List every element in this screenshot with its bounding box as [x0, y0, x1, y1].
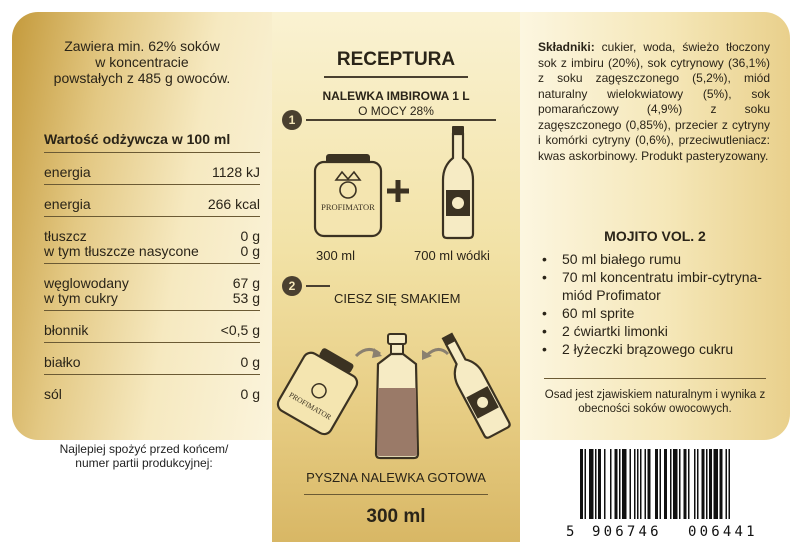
barcode-bar: [630, 449, 632, 519]
note-divider: [544, 378, 766, 379]
tilted-vodka-bottle-icon: [435, 329, 511, 439]
tilted-concentrate-bottle-icon: [275, 341, 365, 437]
nutrient-value: <0,5 g: [220, 322, 260, 338]
nutrition-divider: [44, 310, 260, 311]
nutrient-value: 266 kcal: [207, 196, 260, 212]
nutrient-value: 0 g: [240, 243, 260, 259]
enjoy-text: CIESZ SIĘ SMAKIEM: [334, 291, 461, 306]
juice-content-line: powstałych z 485 g owoców.: [53, 70, 231, 86]
nutrition-divider: [44, 184, 260, 185]
brand-logo-text: PROFIMATOR: [321, 202, 375, 212]
concentrate-amount: 300 ml: [316, 248, 356, 263]
barcode-bar: [660, 449, 662, 519]
list-item: • 2 ćwiartki limonki: [542, 322, 782, 340]
barcode-bar: [720, 449, 723, 519]
nutrient-label: w tym cukry: [44, 290, 118, 306]
sediment-note: Osad jest zjawiskiem naturalnym i wynika z obecności soków owocowych.: [544, 389, 766, 415]
nutrition-divider: [44, 216, 260, 217]
plus-icon: [385, 178, 411, 204]
juice-content-note: [12, 38, 272, 86]
best-before-note: [16, 442, 272, 470]
barcode-bar: [714, 449, 719, 519]
vodka-amount: 700 ml wódki: [414, 248, 490, 263]
nutrient-label: węglowodany: [44, 275, 129, 291]
barcode-bar: [664, 449, 667, 519]
ingredients-panel: [520, 12, 790, 440]
barcode-bar: [697, 449, 699, 519]
barcode-bar: [670, 449, 672, 519]
barcode-bar: [580, 449, 583, 519]
barcode-bar: [615, 449, 618, 519]
recipe-panel: [272, 12, 520, 542]
barcode-bar: [648, 449, 651, 519]
barcode-bar: [684, 449, 687, 519]
juice-content-line: Zawiera min. 62% soków: [64, 38, 220, 54]
nutrient-value: 0 g: [240, 228, 260, 244]
nutrient-label: energia: [44, 196, 91, 212]
nutrition-divider: [44, 263, 260, 264]
product-name: NALEWKA IMBIROWA 1 L: [322, 89, 470, 103]
barcode-bar: [729, 449, 731, 519]
barcode-bar: [619, 449, 621, 519]
step-2-badge: 2: [282, 276, 302, 296]
barcode-bar: [589, 449, 594, 519]
nutrition-panel: [12, 12, 272, 440]
vodka-bottle-icon: [440, 124, 476, 240]
nutrition-divider: [44, 374, 260, 375]
nutrient-value: 1128 kJ: [212, 164, 260, 180]
ingredients-list: cukier, woda, świeżo tłoczony sok z imbiru (20%), sok cytrynowy (36,1%) z soku zagęszczonego (5,2%), miód naturalny wielokwiatowy (5%), sok pomarańczowy (4,9%) z soku zagęszczonego (0,85%), przecier z cytryny i komórki cytryny (0,6%), przeciwutleniacz: kwas askorbinowy. Produkt pasteryzowany.: [538, 40, 770, 163]
barcode-bar: [640, 449, 642, 519]
nutrient-label: sól: [44, 386, 62, 402]
step-1-badge: 1: [282, 110, 302, 130]
barcode-bar: [655, 449, 658, 519]
barcode-bar: [595, 449, 597, 519]
barcode-bar: [604, 449, 606, 519]
barcode-bar: [585, 449, 587, 519]
barcode-bar: [726, 449, 728, 519]
nutrient-label: energia: [44, 164, 91, 180]
nutrient-label: tłuszcz: [44, 228, 87, 244]
ingredients-text: [538, 40, 770, 164]
best-before-line: numer partii produkcyjnej:: [75, 456, 213, 470]
barcode-bar: [610, 449, 612, 519]
mojito-list: [542, 250, 782, 358]
nutrient-value: 53 g: [232, 290, 260, 306]
barcode-bar: [598, 449, 601, 519]
barcode-first-digit: 5: [566, 524, 575, 540]
barcode-bar: [622, 449, 627, 519]
nutrient-value: 0 g: [240, 386, 260, 402]
list-item: • 70 ml koncentratu imbir-cytryna-miód Profimator: [542, 268, 782, 304]
decanter-icon: [376, 334, 418, 458]
list-item: • 60 ml sprite: [542, 304, 782, 322]
barcode-bar: [709, 449, 712, 519]
best-before-line: Najlepiej spożyć przed końcem/: [59, 442, 229, 456]
nutrition-divider: [44, 152, 260, 153]
product-volume: 300 ml: [366, 506, 426, 527]
concentrate-bottle-icon: [312, 152, 384, 238]
barcode-left-digits: 906746: [592, 524, 662, 540]
barcode-bar: [637, 449, 639, 519]
nutrient-label: błonnik: [44, 322, 89, 338]
barcode-bar: [679, 449, 681, 519]
ready-text: PYSZNA NALEWKA GOTOWA: [306, 470, 486, 485]
barcode-bar: [694, 449, 696, 519]
nutrition-divider: [44, 342, 260, 343]
juice-content-line: w koncentracie: [95, 54, 189, 70]
nutrient-label: białko: [44, 354, 81, 370]
mojito-title: MOJITO VOL. 2: [604, 228, 706, 244]
svg-text:PROFIMATOR: PROFIMATOR: [287, 390, 334, 422]
ingredients-label: Składniki:: [538, 40, 595, 54]
recipe-title: RECEPTURA: [336, 49, 456, 70]
barcode-bar: [645, 449, 647, 519]
list-item: • 50 ml białego rumu: [542, 250, 782, 268]
ready-divider: [304, 494, 488, 495]
barcode-bar: [688, 449, 690, 519]
barcode-bar: [706, 449, 708, 519]
step-2-line: [306, 285, 330, 287]
mixing-illustration: [272, 326, 520, 464]
title-underline: [324, 76, 468, 78]
nutrient-value: 0 g: [240, 354, 260, 370]
barcode-bar: [702, 449, 705, 519]
step-1-line: [306, 119, 496, 121]
barcode-right-digits: 006441: [688, 524, 758, 540]
list-item: • 2 łyżeczki brązowego cukru: [542, 340, 782, 358]
barcode: [578, 449, 774, 519]
nutrition-table-title: Wartość odżywcza w 100 ml: [44, 131, 231, 147]
barcode-bar: [634, 449, 636, 519]
nutrient-label: w tym tłuszcze nasycone: [44, 243, 199, 259]
nutrient-value: 67 g: [232, 275, 260, 291]
product-abv: O MOCY 28%: [358, 104, 434, 118]
barcode-bar: [673, 449, 678, 519]
